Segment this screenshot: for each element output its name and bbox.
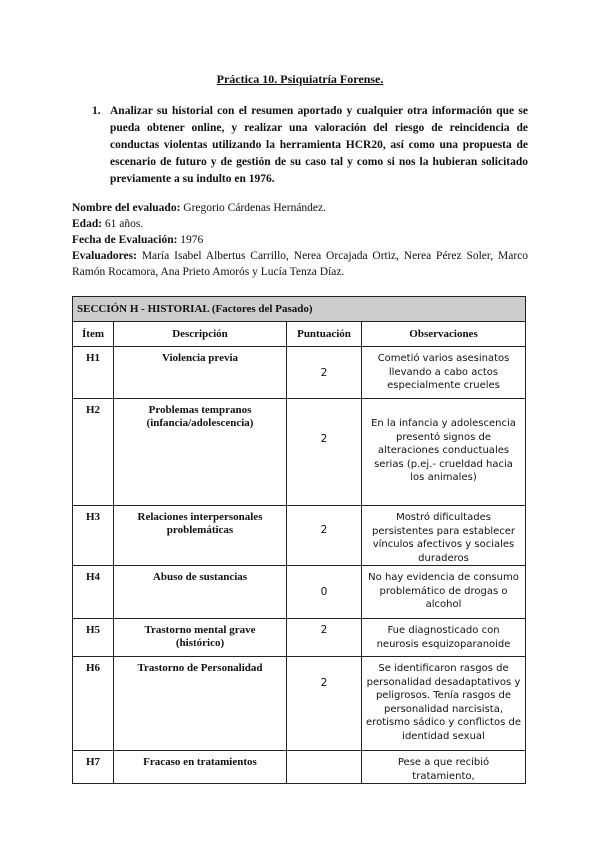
evaluators-value: María Isabel Albertus Carrillo, Nerea Orcajada Ortiz, Nerea Pérez Soler, Marco Ramón Rocamora, Ana Prieto Amorós y Lucía Tenza Díaz. — [72, 250, 529, 278]
table-row — [73, 657, 526, 751]
evaluee-name-value: Gregorio Cárdenas Hernández. — [183, 202, 327, 214]
item-description: Violencia previa — [114, 347, 287, 399]
evaluee-age-label: Edad: — [72, 218, 103, 230]
item-description: Trastorno de Personalidad — [114, 657, 287, 751]
evaluation-date-label: Fecha de Evaluación: — [72, 234, 178, 246]
item-description: Problemas tempranos (infancia/adolescencia) — [114, 399, 287, 506]
item-code: H1 — [73, 347, 114, 399]
table-row — [73, 399, 526, 506]
column-header-item: Ítem — [73, 322, 114, 347]
hcr20-history-table — [72, 296, 526, 784]
evaluee-name-line — [72, 200, 528, 216]
task-number: 1. — [92, 105, 101, 117]
evaluation-date-line — [72, 232, 528, 248]
item-score: 0 — [287, 566, 362, 619]
section-title: SECCIÓN H - HISTORIAL (Factores del Pasado) — [73, 297, 526, 322]
item-code: H3 — [73, 506, 114, 566]
item-score — [287, 751, 362, 784]
table-row — [73, 347, 526, 399]
table-row — [73, 619, 526, 657]
item-observations: Pese a que recibió tratamiento, — [362, 751, 526, 784]
item-code: H6 — [73, 657, 114, 751]
item-score: 2 — [287, 657, 362, 751]
item-description: Abuso de sustancias — [114, 566, 287, 619]
item-description: Trastorno mental grave (histórico) — [114, 619, 287, 657]
item-code: H5 — [73, 619, 114, 657]
evaluators-line — [72, 248, 528, 280]
item-score: 2 — [287, 347, 362, 399]
column-header-score: Puntuación — [287, 322, 362, 347]
item-observations: No hay evidencia de consumo problemático de drogas o alcohol — [362, 566, 526, 619]
item-description: Relaciones interpersonales problemáticas — [114, 506, 287, 566]
evaluee-age-line — [72, 216, 528, 232]
item-score: 2 — [287, 619, 362, 657]
table-row — [73, 566, 526, 619]
evaluation-date-value: 1976 — [180, 234, 204, 246]
item-observations: En la infancia y adolescencia presentó signos de alteraciones conductuales serias (p.ej.- crueldad hacia los animales) — [362, 399, 526, 506]
column-header-observations: Observaciones — [362, 322, 526, 347]
item-score: 2 — [287, 399, 362, 506]
item-code: H4 — [73, 566, 114, 619]
item-observations: Mostró dificultades persistentes para establecer vínculos afectivos y sociales duraderos — [362, 506, 526, 566]
item-description: Fracaso en tratamientos — [114, 751, 287, 784]
evaluee-name-label: Nombre del evaluado: — [72, 202, 181, 214]
table-row — [73, 751, 526, 784]
item-score: 2 — [287, 506, 362, 566]
item-observations: Fue diagnosticado con neurosis esquizoparanoide — [362, 619, 526, 657]
item-code: H2 — [73, 399, 114, 506]
evaluee-age-value: 61 años. — [104, 218, 144, 230]
evaluators-label: Evaluadores: — [72, 250, 137, 262]
column-header-row — [73, 322, 526, 347]
table-row — [73, 506, 526, 566]
page-title: Práctica 10. Psiquiatría Forense. — [216, 72, 384, 86]
item-observations: Se identificaron rasgos de personalidad desadaptativos y peligrosos. Tenía rasgos de personalidad narcisista, erotismo sádico y conflictos de identidad sexual — [362, 657, 526, 751]
item-code: H7 — [73, 751, 114, 784]
section-header-row — [73, 297, 526, 322]
item-observations: Cometió varios asesinatos llevando a cabo actos especialmente crueles — [362, 347, 526, 399]
task-text: Analizar su historial con el resumen aportado y cualquier otra información que se pueda obtener online, y realizar una valoración del riesgo de reincidencia de conductas violentas utilizando la herramienta HCR20, así como una propuesta de escenario de futuro y de gestión de su caso tal y como si nos la hubieran solicitado previamente a su indulto en 1976. — [110, 105, 528, 185]
column-header-description: Descripción — [114, 322, 287, 347]
